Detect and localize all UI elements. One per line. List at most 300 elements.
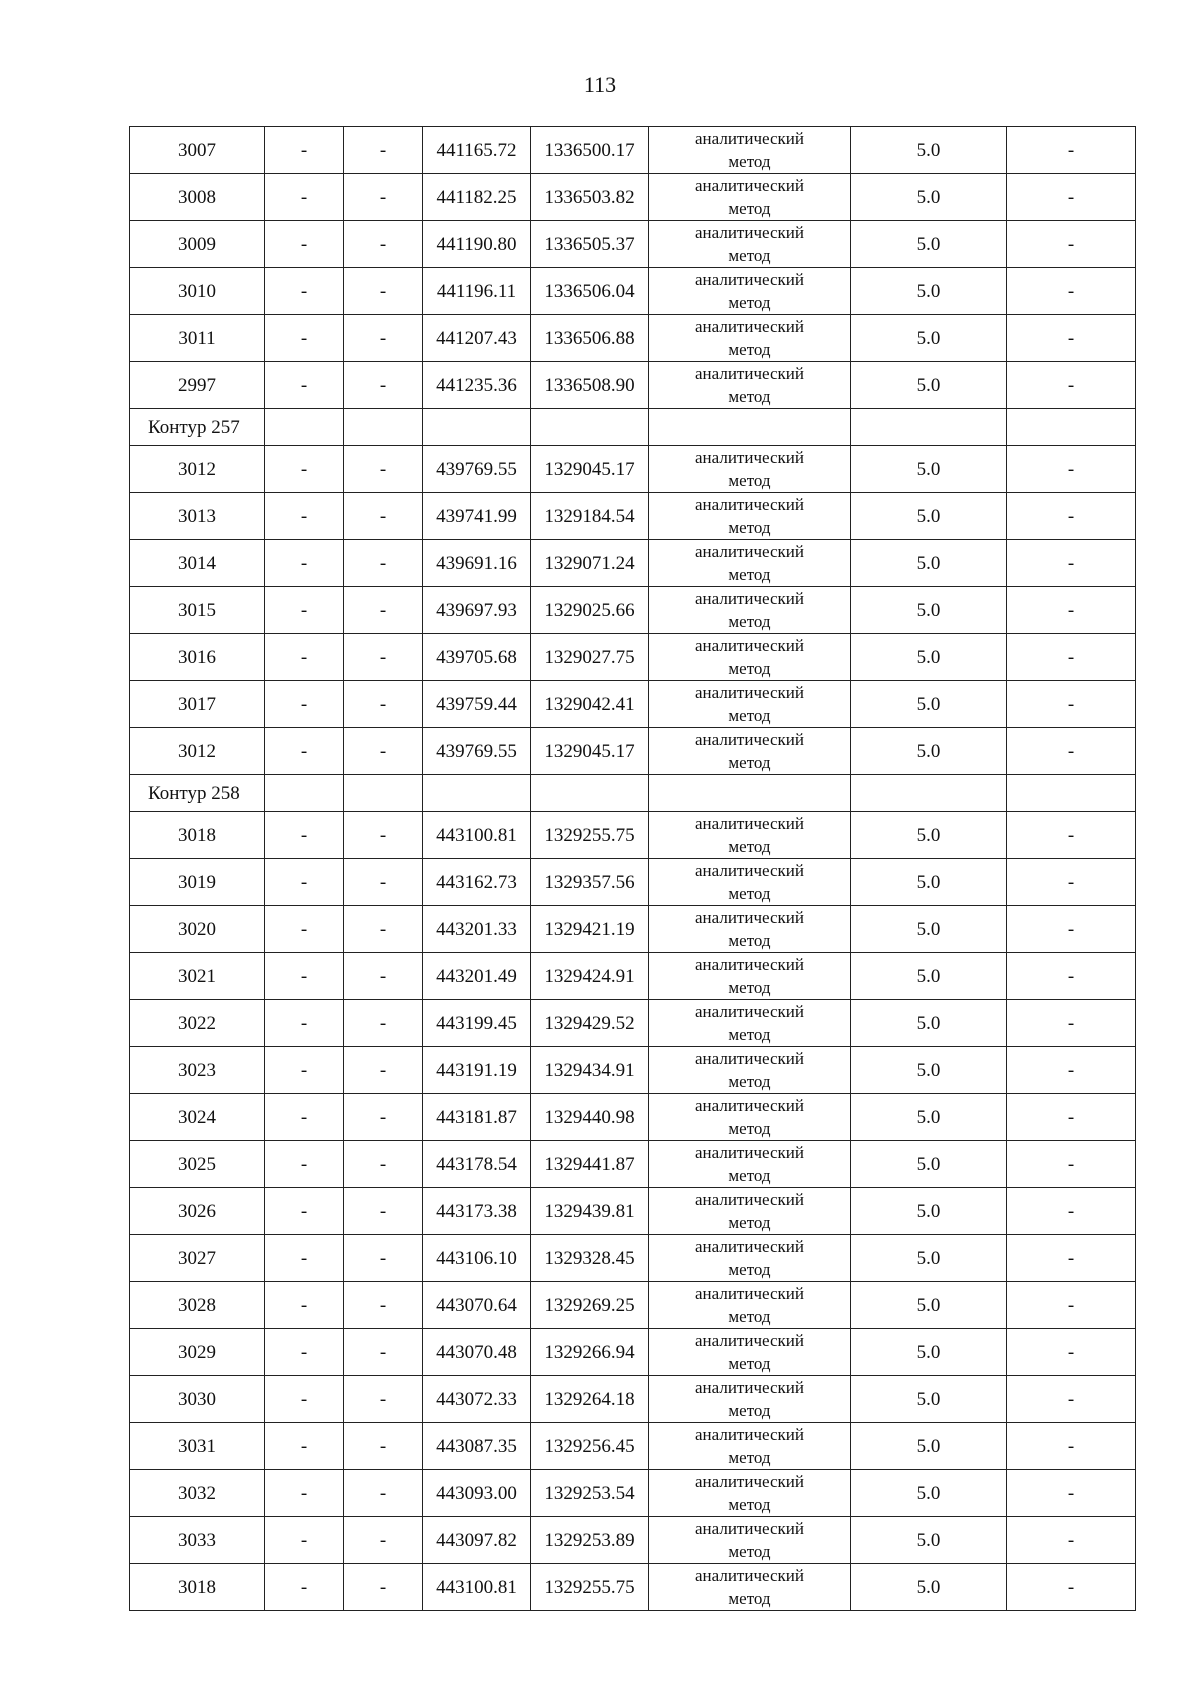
y-coordinate-cell: 1336506.04	[531, 268, 649, 315]
method-line-1: аналитический	[695, 908, 804, 927]
point-id-cell: 3028	[130, 1282, 265, 1329]
table-row	[130, 540, 1136, 587]
x-coordinate-cell: 441235.36	[423, 362, 531, 409]
method-line-2: метод	[728, 753, 771, 772]
point-id-cell: 3014	[130, 540, 265, 587]
dash-cell: -	[1007, 1188, 1136, 1235]
dash-cell: -	[344, 1329, 423, 1376]
method-cell	[649, 1282, 851, 1329]
point-id-cell: 3008	[130, 174, 265, 221]
method-line-2: метод	[728, 1589, 771, 1608]
method-line-1: аналитический	[695, 1143, 804, 1162]
y-coordinate-cell: 1329184.54	[531, 493, 649, 540]
empty-cell	[1007, 409, 1136, 446]
method-line-2: метод	[728, 837, 771, 856]
accuracy-cell: 5.0	[851, 1517, 1007, 1564]
accuracy-cell: 5.0	[851, 540, 1007, 587]
accuracy-cell: 5.0	[851, 221, 1007, 268]
point-id-cell: 3022	[130, 1000, 265, 1047]
y-coordinate-cell: 1329441.87	[531, 1141, 649, 1188]
table-row	[130, 906, 1136, 953]
dash-cell: -	[265, 1188, 344, 1235]
y-coordinate-cell: 1329429.52	[531, 1000, 649, 1047]
method-cell	[649, 859, 851, 906]
accuracy-cell: 5.0	[851, 1047, 1007, 1094]
accuracy-cell: 5.0	[851, 1000, 1007, 1047]
method-line-2: метод	[728, 1542, 771, 1561]
dash-cell: -	[1007, 1000, 1136, 1047]
dash-cell: -	[344, 127, 423, 174]
empty-cell	[344, 775, 423, 812]
point-id-cell: 3021	[130, 953, 265, 1000]
method-line-2: метод	[728, 1307, 771, 1326]
dash-cell: -	[265, 953, 344, 1000]
y-coordinate-cell: 1329071.24	[531, 540, 649, 587]
method-cell	[649, 362, 851, 409]
dash-cell: -	[344, 540, 423, 587]
dash-cell: -	[1007, 587, 1136, 634]
dash-cell: -	[1007, 1094, 1136, 1141]
method-line-1: аналитический	[695, 495, 804, 514]
y-coordinate-cell: 1329027.75	[531, 634, 649, 681]
dash-cell: -	[265, 1235, 344, 1282]
accuracy-cell: 5.0	[851, 1235, 1007, 1282]
dash-cell: -	[344, 1282, 423, 1329]
y-coordinate-cell: 1329421.19	[531, 906, 649, 953]
dash-cell: -	[265, 174, 344, 221]
y-coordinate-cell: 1329328.45	[531, 1235, 649, 1282]
accuracy-cell: 5.0	[851, 587, 1007, 634]
method-cell	[649, 1423, 851, 1470]
point-id-cell: 3012	[130, 446, 265, 493]
method-line-1: аналитический	[695, 176, 804, 195]
x-coordinate-cell: 443201.33	[423, 906, 531, 953]
accuracy-cell: 5.0	[851, 634, 1007, 681]
point-id-cell: 3009	[130, 221, 265, 268]
dash-cell: -	[344, 1141, 423, 1188]
accuracy-cell: 5.0	[851, 906, 1007, 953]
dash-cell: -	[1007, 906, 1136, 953]
dash-cell: -	[344, 174, 423, 221]
dash-cell: -	[344, 1000, 423, 1047]
method-cell	[649, 953, 851, 1000]
dash-cell: -	[344, 1376, 423, 1423]
table-row	[130, 1423, 1136, 1470]
method-line-2: метод	[728, 1354, 771, 1373]
accuracy-cell: 5.0	[851, 493, 1007, 540]
point-id-cell: 3016	[130, 634, 265, 681]
dash-cell: -	[344, 1094, 423, 1141]
table-row	[130, 1376, 1136, 1423]
method-line-1: аналитический	[695, 1002, 804, 1021]
method-line-2: метод	[728, 387, 771, 406]
y-coordinate-cell: 1329025.66	[531, 587, 649, 634]
table-row	[130, 268, 1136, 315]
x-coordinate-cell: 441165.72	[423, 127, 531, 174]
table-row	[130, 446, 1136, 493]
dash-cell: -	[265, 1423, 344, 1470]
method-line-2: метод	[728, 1260, 771, 1279]
method-line-2: метод	[728, 978, 771, 997]
x-coordinate-cell: 443201.49	[423, 953, 531, 1000]
point-id-cell: 3027	[130, 1235, 265, 1282]
method-line-2: метод	[728, 152, 771, 171]
y-coordinate-cell: 1329045.17	[531, 728, 649, 775]
dash-cell: -	[265, 1141, 344, 1188]
x-coordinate-cell: 443072.33	[423, 1376, 531, 1423]
point-id-cell: 3015	[130, 587, 265, 634]
table-row	[130, 221, 1136, 268]
y-coordinate-cell: 1329264.18	[531, 1376, 649, 1423]
accuracy-cell: 5.0	[851, 1564, 1007, 1611]
y-coordinate-cell: 1329269.25	[531, 1282, 649, 1329]
point-id-cell: 3023	[130, 1047, 265, 1094]
dash-cell: -	[1007, 540, 1136, 587]
method-line-1: аналитический	[695, 1425, 804, 1444]
y-coordinate-cell: 1329255.75	[531, 1564, 649, 1611]
table-row	[130, 1141, 1136, 1188]
method-line-2: метод	[728, 340, 771, 359]
point-id-cell: 3017	[130, 681, 265, 728]
empty-cell	[344, 409, 423, 446]
method-line-2: метод	[728, 659, 771, 678]
empty-cell	[265, 775, 344, 812]
accuracy-cell: 5.0	[851, 1423, 1007, 1470]
x-coordinate-cell: 443070.48	[423, 1329, 531, 1376]
method-line-2: метод	[728, 1025, 771, 1044]
accuracy-cell: 5.0	[851, 1094, 1007, 1141]
method-cell	[649, 221, 851, 268]
accuracy-cell: 5.0	[851, 268, 1007, 315]
y-coordinate-cell: 1329042.41	[531, 681, 649, 728]
method-line-1: аналитический	[695, 814, 804, 833]
x-coordinate-cell: 441196.11	[423, 268, 531, 315]
table-row	[130, 728, 1136, 775]
method-cell	[649, 540, 851, 587]
dash-cell: -	[265, 221, 344, 268]
method-line-1: аналитический	[695, 955, 804, 974]
dash-cell: -	[1007, 1282, 1136, 1329]
empty-cell	[649, 775, 851, 812]
point-id-cell: 3013	[130, 493, 265, 540]
method-line-2: метод	[728, 1072, 771, 1091]
x-coordinate-cell: 443087.35	[423, 1423, 531, 1470]
table-body	[130, 127, 1136, 1611]
method-cell	[649, 728, 851, 775]
method-line-2: метод	[728, 246, 771, 265]
dash-cell: -	[344, 221, 423, 268]
accuracy-cell: 5.0	[851, 315, 1007, 362]
dash-cell: -	[265, 1376, 344, 1423]
table-row	[130, 1000, 1136, 1047]
method-cell	[649, 634, 851, 681]
method-cell	[649, 1141, 851, 1188]
x-coordinate-cell: 443097.82	[423, 1517, 531, 1564]
table-row	[130, 1517, 1136, 1564]
point-id-cell: 3010	[130, 268, 265, 315]
method-cell	[649, 268, 851, 315]
method-cell	[649, 174, 851, 221]
dash-cell: -	[344, 268, 423, 315]
dash-cell: -	[265, 1564, 344, 1611]
dash-cell: -	[1007, 1376, 1136, 1423]
dash-cell: -	[1007, 1235, 1136, 1282]
dash-cell: -	[265, 728, 344, 775]
empty-cell	[851, 775, 1007, 812]
y-coordinate-cell: 1329255.75	[531, 812, 649, 859]
table-row	[130, 587, 1136, 634]
method-line-1: аналитический	[695, 683, 804, 702]
point-id-cell: 3012	[130, 728, 265, 775]
accuracy-cell: 5.0	[851, 1329, 1007, 1376]
dash-cell: -	[344, 362, 423, 409]
y-coordinate-cell: 1329253.89	[531, 1517, 649, 1564]
y-coordinate-cell: 1329357.56	[531, 859, 649, 906]
x-coordinate-cell: 443093.00	[423, 1470, 531, 1517]
dash-cell: -	[1007, 315, 1136, 362]
dash-cell: -	[344, 906, 423, 953]
dash-cell: -	[344, 681, 423, 728]
dash-cell: -	[1007, 221, 1136, 268]
empty-cell	[1007, 775, 1136, 812]
method-cell	[649, 1094, 851, 1141]
method-line-2: метод	[728, 1166, 771, 1185]
point-id-cell: 3032	[130, 1470, 265, 1517]
method-line-2: метод	[728, 1495, 771, 1514]
method-line-2: метод	[728, 706, 771, 725]
x-coordinate-cell: 439705.68	[423, 634, 531, 681]
method-line-1: аналитический	[695, 1331, 804, 1350]
y-coordinate-cell: 1329434.91	[531, 1047, 649, 1094]
accuracy-cell: 5.0	[851, 953, 1007, 1000]
accuracy-cell: 5.0	[851, 812, 1007, 859]
dash-cell: -	[265, 362, 344, 409]
table-row	[130, 1282, 1136, 1329]
method-cell	[649, 1188, 851, 1235]
accuracy-cell: 5.0	[851, 1141, 1007, 1188]
dash-cell: -	[344, 812, 423, 859]
dash-cell: -	[344, 1047, 423, 1094]
table-row	[130, 362, 1136, 409]
x-coordinate-cell: 443181.87	[423, 1094, 531, 1141]
method-line-1: аналитический	[695, 364, 804, 383]
accuracy-cell: 5.0	[851, 1470, 1007, 1517]
dash-cell: -	[1007, 681, 1136, 728]
table-row	[130, 1470, 1136, 1517]
method-cell	[649, 1000, 851, 1047]
dash-cell: -	[344, 953, 423, 1000]
dash-cell: -	[1007, 362, 1136, 409]
method-line-2: метод	[728, 1119, 771, 1138]
table-row	[130, 493, 1136, 540]
dash-cell: -	[265, 1517, 344, 1564]
method-line-1: аналитический	[695, 1472, 804, 1491]
dash-cell: -	[1007, 634, 1136, 681]
point-id-cell: 3007	[130, 127, 265, 174]
dash-cell: -	[344, 315, 423, 362]
point-id-cell: 3029	[130, 1329, 265, 1376]
y-coordinate-cell: 1336508.90	[531, 362, 649, 409]
dash-cell: -	[265, 268, 344, 315]
dash-cell: -	[1007, 812, 1136, 859]
page-number: 113	[583, 72, 617, 97]
x-coordinate-cell: 443070.64	[423, 1282, 531, 1329]
dash-cell: -	[265, 906, 344, 953]
y-coordinate-cell: 1329045.17	[531, 446, 649, 493]
method-line-1: аналитический	[695, 223, 804, 242]
dash-cell: -	[1007, 1517, 1136, 1564]
dash-cell: -	[1007, 1564, 1136, 1611]
table-row	[130, 1564, 1136, 1611]
table-row	[130, 634, 1136, 681]
method-cell	[649, 681, 851, 728]
accuracy-cell: 5.0	[851, 1188, 1007, 1235]
table-row	[130, 127, 1136, 174]
method-line-1: аналитический	[695, 1237, 804, 1256]
method-cell	[649, 127, 851, 174]
x-coordinate-cell: 439697.93	[423, 587, 531, 634]
x-coordinate-cell: 439759.44	[423, 681, 531, 728]
empty-cell	[423, 409, 531, 446]
x-coordinate-cell: 441182.25	[423, 174, 531, 221]
dash-cell: -	[265, 859, 344, 906]
dash-cell: -	[265, 1000, 344, 1047]
dash-cell: -	[265, 1282, 344, 1329]
y-coordinate-cell: 1336505.37	[531, 221, 649, 268]
x-coordinate-cell: 439769.55	[423, 728, 531, 775]
method-line-1: аналитический	[695, 589, 804, 608]
method-cell	[649, 315, 851, 362]
method-cell	[649, 1047, 851, 1094]
y-coordinate-cell: 1329440.98	[531, 1094, 649, 1141]
accuracy-cell: 5.0	[851, 174, 1007, 221]
dash-cell: -	[344, 728, 423, 775]
method-line-1: аналитический	[695, 1096, 804, 1115]
method-cell	[649, 1329, 851, 1376]
point-id-cell: 3033	[130, 1517, 265, 1564]
point-id-cell: 3031	[130, 1423, 265, 1470]
dash-cell: -	[265, 634, 344, 681]
point-id-cell: 3030	[130, 1376, 265, 1423]
y-coordinate-cell: 1329253.54	[531, 1470, 649, 1517]
method-line-1: аналитический	[695, 1378, 804, 1397]
y-coordinate-cell: 1329424.91	[531, 953, 649, 1000]
table-row	[130, 1047, 1136, 1094]
point-id-cell: 3026	[130, 1188, 265, 1235]
dash-cell: -	[265, 127, 344, 174]
dash-cell: -	[1007, 446, 1136, 493]
dash-cell: -	[344, 859, 423, 906]
x-coordinate-cell: 443100.81	[423, 812, 531, 859]
method-line-2: метод	[728, 931, 771, 950]
dash-cell: -	[344, 587, 423, 634]
y-coordinate-cell: 1336506.88	[531, 315, 649, 362]
dash-cell: -	[344, 446, 423, 493]
method-cell	[649, 1235, 851, 1282]
method-cell	[649, 493, 851, 540]
dash-cell: -	[1007, 174, 1136, 221]
dash-cell: -	[344, 634, 423, 681]
method-line-1: аналитический	[695, 1519, 804, 1538]
empty-cell	[531, 409, 649, 446]
method-cell	[649, 1376, 851, 1423]
x-coordinate-cell: 443191.19	[423, 1047, 531, 1094]
dash-cell: -	[1007, 1423, 1136, 1470]
method-cell	[649, 587, 851, 634]
y-coordinate-cell: 1336500.17	[531, 127, 649, 174]
accuracy-cell: 5.0	[851, 446, 1007, 493]
dash-cell: -	[265, 681, 344, 728]
empty-cell	[265, 409, 344, 446]
accuracy-cell: 5.0	[851, 681, 1007, 728]
table-row	[130, 1329, 1136, 1376]
method-cell	[649, 1564, 851, 1611]
point-id-cell: 3024	[130, 1094, 265, 1141]
table-row	[130, 174, 1136, 221]
dash-cell: -	[265, 587, 344, 634]
dash-cell: -	[1007, 1470, 1136, 1517]
method-line-2: метод	[728, 199, 771, 218]
dash-cell: -	[265, 540, 344, 587]
accuracy-cell: 5.0	[851, 728, 1007, 775]
method-line-1: аналитический	[695, 317, 804, 336]
table-row	[130, 1188, 1136, 1235]
dash-cell: -	[1007, 127, 1136, 174]
coordinates-table	[129, 126, 1136, 1611]
dash-cell: -	[344, 1470, 423, 1517]
point-id-cell: 3020	[130, 906, 265, 953]
table-row	[130, 812, 1136, 859]
method-line-2: метод	[728, 612, 771, 631]
method-cell	[649, 1517, 851, 1564]
table-row	[130, 859, 1136, 906]
empty-cell	[531, 775, 649, 812]
point-id-cell: 3011	[130, 315, 265, 362]
x-coordinate-cell: 443162.73	[423, 859, 531, 906]
method-line-2: метод	[728, 884, 771, 903]
method-line-1: аналитический	[695, 730, 804, 749]
x-coordinate-cell: 443178.54	[423, 1141, 531, 1188]
point-id-cell: 3025	[130, 1141, 265, 1188]
method-line-2: метод	[728, 518, 771, 537]
accuracy-cell: 5.0	[851, 859, 1007, 906]
empty-cell	[851, 409, 1007, 446]
dash-cell: -	[1007, 728, 1136, 775]
point-id-cell: 2997	[130, 362, 265, 409]
method-cell	[649, 812, 851, 859]
empty-cell	[649, 409, 851, 446]
y-coordinate-cell: 1329439.81	[531, 1188, 649, 1235]
method-line-2: метод	[728, 1213, 771, 1232]
x-coordinate-cell: 439741.99	[423, 493, 531, 540]
dash-cell: -	[1007, 493, 1136, 540]
x-coordinate-cell: 443199.45	[423, 1000, 531, 1047]
dash-cell: -	[1007, 268, 1136, 315]
table-row	[130, 1235, 1136, 1282]
contour-label: Контур 257	[130, 409, 265, 446]
dash-cell: -	[265, 493, 344, 540]
method-line-1: аналитический	[695, 1190, 804, 1209]
y-coordinate-cell: 1329266.94	[531, 1329, 649, 1376]
contour-label: Контур 258	[130, 775, 265, 812]
method-line-2: метод	[728, 1448, 771, 1467]
dash-cell: -	[344, 1423, 423, 1470]
method-line-2: метод	[728, 1401, 771, 1420]
accuracy-cell: 5.0	[851, 362, 1007, 409]
dash-cell: -	[265, 315, 344, 362]
dash-cell: -	[344, 1235, 423, 1282]
point-id-cell: 3018	[130, 1564, 265, 1611]
